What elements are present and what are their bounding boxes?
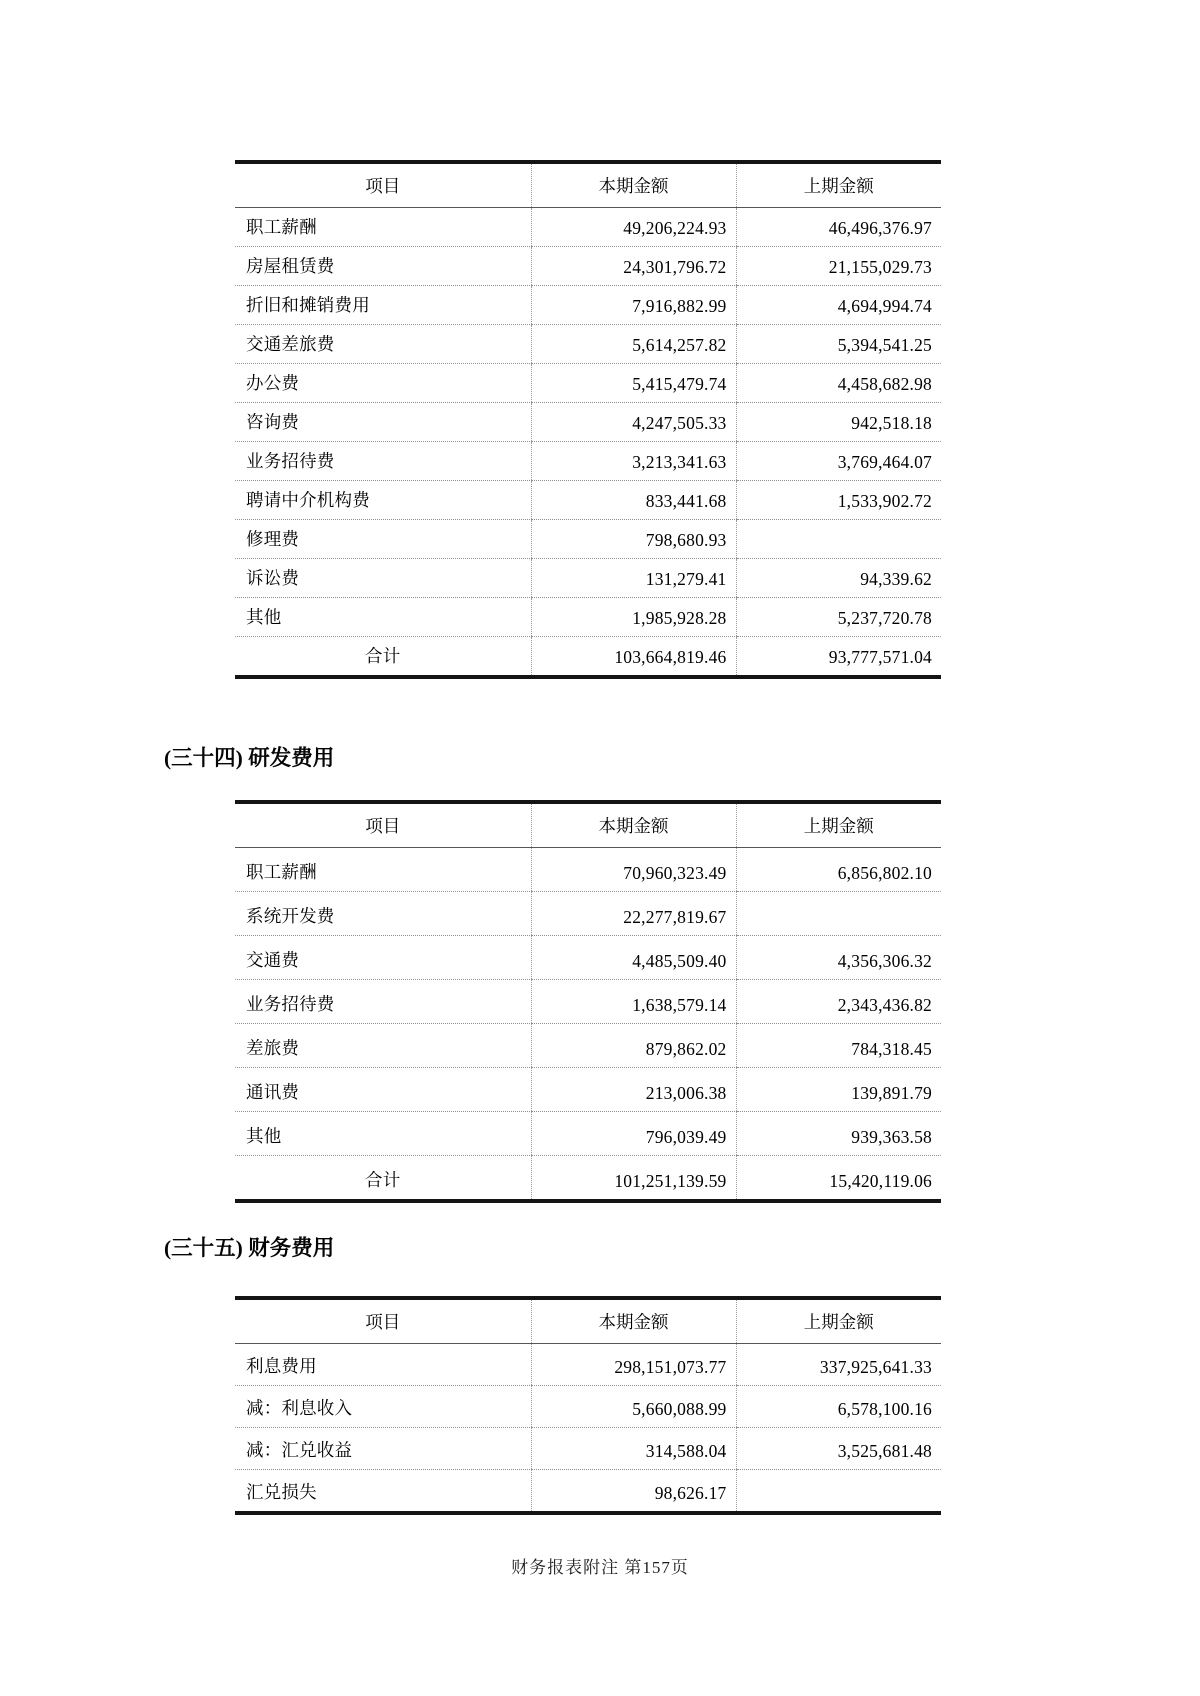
prior-amount: 6,856,802.10: [736, 848, 941, 892]
prior-amount: 93,777,571.04: [736, 637, 941, 678]
prior-amount: 46,496,376.97: [736, 208, 941, 247]
row-label: 通讯费: [235, 1068, 531, 1112]
table-header-row: [235, 1298, 941, 1344]
row-label: 诉讼费: [235, 559, 531, 598]
table-row: [235, 1112, 941, 1156]
row-label: 交通差旅费: [235, 325, 531, 364]
prior-amount: 15,420,119.06: [736, 1156, 941, 1202]
row-label: 合计: [365, 646, 401, 666]
current-amount: 101,251,139.59: [531, 1156, 736, 1202]
prior-amount: 6,578,100.16: [736, 1386, 941, 1428]
row-label: 房屋租赁费: [235, 247, 531, 286]
current-amount: 5,415,479.74: [531, 364, 736, 403]
table-row: [235, 364, 941, 403]
row-label: 利息费用: [235, 1344, 531, 1386]
prior-amount: 784,318.45: [736, 1024, 941, 1068]
prior-amount: 5,394,541.25: [736, 325, 941, 364]
table-row: [235, 442, 941, 481]
prior-amount: 5,237,720.78: [736, 598, 941, 637]
column-header-item: 项目: [235, 162, 531, 208]
current-amount: 24,301,796.72: [531, 247, 736, 286]
section-heading-finance-expense: (三十五) 财务费用: [164, 1236, 335, 1260]
current-amount: 5,660,088.99: [531, 1386, 736, 1428]
row-label: 汇兑损失: [246, 1482, 317, 1502]
row-label: 减：利息收入: [235, 1386, 531, 1428]
table-row: [235, 936, 941, 980]
row-label: 职工薪酬: [235, 208, 531, 247]
prior-amount: 139,891.79: [736, 1068, 941, 1112]
table-row: [235, 520, 941, 559]
current-amount: 4,485,509.40: [531, 936, 736, 980]
row-label: 系统开发费: [235, 892, 531, 936]
table-row: [235, 403, 941, 442]
prior-amount: 3,769,464.07: [736, 442, 941, 481]
page-footer: 财务报表附注 第157页: [511, 1558, 689, 1577]
current-amount: 131,279.41: [531, 559, 736, 598]
row-label: 差旅费: [235, 1024, 531, 1068]
current-amount: 879,862.02: [531, 1024, 736, 1068]
total-row: [235, 637, 941, 678]
current-amount: 798,680.93: [531, 520, 736, 559]
table-row: [235, 848, 941, 892]
table-header-row: [235, 162, 941, 208]
row-label: 聘请中介机构费: [235, 481, 531, 520]
current-amount: 1,638,579.14: [531, 980, 736, 1024]
current-amount: 7,916,882.99: [531, 286, 736, 325]
prior-amount: 21,155,029.73: [736, 247, 941, 286]
prior-amount: 2,343,436.82: [736, 980, 941, 1024]
table-row: [235, 1428, 941, 1470]
column-header-current: 本期金额: [531, 1298, 736, 1344]
table-row: [235, 1344, 941, 1386]
current-amount: 103,664,819.46: [531, 637, 736, 678]
row-label: 交通费: [235, 936, 531, 980]
current-amount: 796,039.49: [531, 1112, 736, 1156]
prior-amount: 942,518.18: [736, 403, 941, 442]
row-label: 减：汇兑收益: [235, 1428, 531, 1470]
prior-amount: 94,339.62: [736, 559, 941, 598]
prior-amount: [736, 1470, 941, 1514]
column-header-item: 项目: [235, 802, 531, 848]
table-row: [235, 1068, 941, 1112]
prior-amount: 1,533,902.72: [736, 481, 941, 520]
finance-expense-table: [235, 1296, 941, 1515]
row-label: 业务招待费: [235, 442, 531, 481]
prior-amount: 4,694,994.74: [736, 286, 941, 325]
column-header-prior: 上期金额: [736, 802, 941, 848]
column-header-item: 项目: [235, 1298, 531, 1344]
prior-amount: [736, 892, 941, 936]
table-row: [235, 1470, 941, 1514]
table-row: [235, 892, 941, 936]
prior-amount: 939,363.58: [736, 1112, 941, 1156]
row-label: 修理费: [235, 520, 531, 559]
table-header-row: [235, 802, 941, 848]
table-row: [235, 598, 941, 637]
table-row: [235, 247, 941, 286]
row-label: 合计: [365, 1170, 401, 1190]
current-amount: 314,588.04: [531, 1428, 736, 1470]
table-row: [235, 559, 941, 598]
row-label: 其他: [235, 598, 531, 637]
prior-amount: 4,356,306.32: [736, 936, 941, 980]
row-label: 办公费: [235, 364, 531, 403]
current-amount: 70,960,323.49: [531, 848, 736, 892]
table-row: [235, 1386, 941, 1428]
prior-amount: 4,458,682.98: [736, 364, 941, 403]
column-header-prior: 上期金额: [736, 1298, 941, 1344]
rd-expense-table: [235, 800, 941, 1203]
table-row: [235, 980, 941, 1024]
total-row: [235, 1156, 941, 1202]
column-header-current: 本期金额: [531, 802, 736, 848]
table-row: [235, 286, 941, 325]
current-amount: 4,247,505.33: [531, 403, 736, 442]
row-label: 业务招待费: [235, 980, 531, 1024]
table-row: [235, 1024, 941, 1068]
current-amount: 298,151,073.77: [531, 1344, 736, 1386]
table-row: [235, 481, 941, 520]
current-amount: 5,614,257.82: [531, 325, 736, 364]
current-amount: 833,441.68: [531, 481, 736, 520]
column-header-prior: 上期金额: [736, 162, 941, 208]
column-header-current: 本期金额: [531, 162, 736, 208]
prior-amount: 3,525,681.48: [736, 1428, 941, 1470]
current-amount: 22,277,819.67: [531, 892, 736, 936]
prior-amount: [736, 520, 941, 559]
current-amount: 98,626.17: [531, 1470, 736, 1514]
current-amount: 49,206,224.93: [531, 208, 736, 247]
row-label: 咨询费: [235, 403, 531, 442]
table-row: [235, 325, 941, 364]
current-amount: 3,213,341.63: [531, 442, 736, 481]
operating-expense-table: [235, 160, 941, 679]
row-label: 职工薪酬: [235, 848, 531, 892]
row-label: 折旧和摊销费用: [235, 286, 531, 325]
section-heading-rd-expense: (三十四) 研发费用: [164, 746, 335, 770]
current-amount: 1,985,928.28: [531, 598, 736, 637]
current-amount: 213,006.38: [531, 1068, 736, 1112]
prior-amount: 337,925,641.33: [736, 1344, 941, 1386]
table-row: [235, 208, 941, 247]
row-label: 其他: [235, 1112, 531, 1156]
